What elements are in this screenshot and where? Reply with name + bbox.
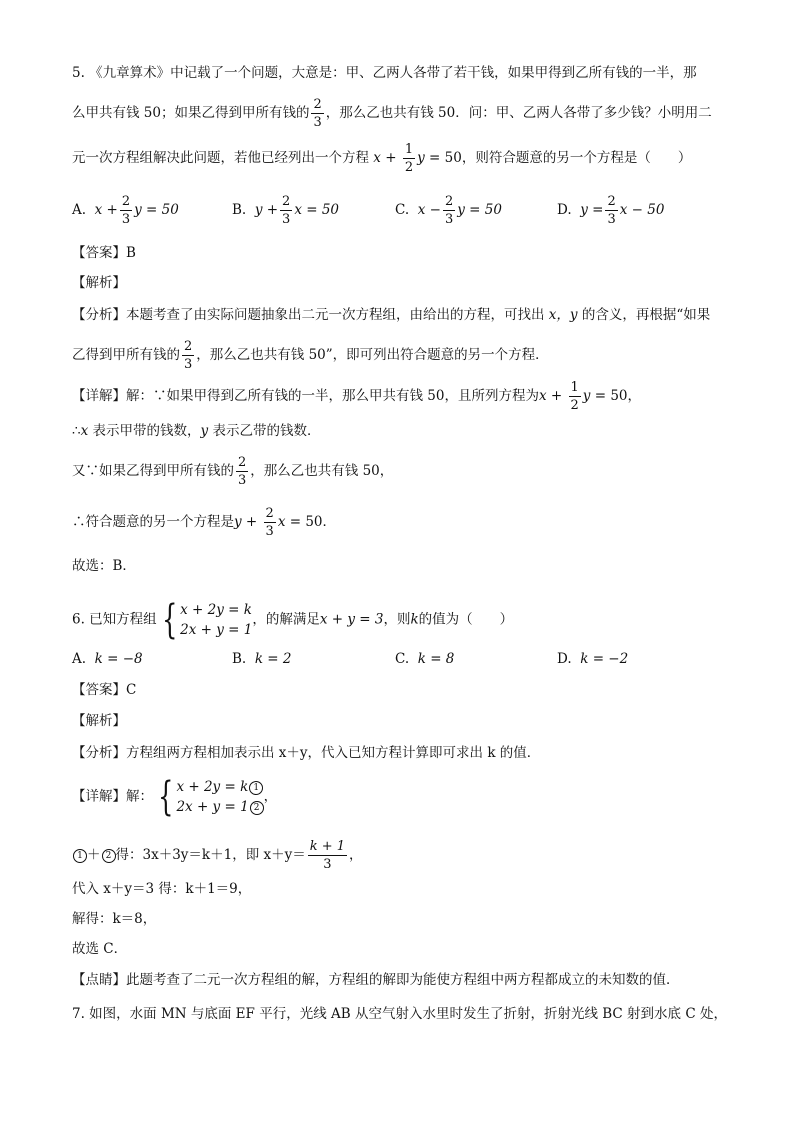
q5-analysis-2: 乙得到甲所有钱的 $\frac{2}{3}$ ，那么乙也共有钱 50”，即可列出符合题意的另一个方程． bbox=[72, 339, 549, 372]
q7-line-1: 7. 如图，水面 MN 与底面 EF 平行，光线 AB 从空气射入水里时发生了折射，折射光线 BC 射到水底 C 处， bbox=[72, 1006, 727, 1022]
q6-detail-sum: 1 ＋ 2 得：3x＋3y＝k＋1，即 x＋y＝ $\frac{k + 1}{3}$ ， bbox=[72, 840, 754, 871]
q5-line-2: 么甲共有钱 50；如果乙得到甲所有钱的 $\frac{2}{3}$ ，那么乙也共有钱 50．问：甲、乙两人各带了多少钱？小明用二 bbox=[72, 97, 712, 130]
q5-choice: 故选：B． bbox=[72, 558, 136, 574]
q5-option-a: A. x + $\frac{2}{3}$ y = 50 bbox=[72, 194, 179, 227]
q6-option-d: D. k = −2 bbox=[557, 651, 629, 667]
q5-detail-3: 又∵如果乙得到甲所有钱的 $\frac{2}{3}$ ，那么乙也共有钱 50， bbox=[72, 455, 394, 488]
q6-option-b: B. k = 2 bbox=[232, 651, 292, 667]
q6-analysis: 【分析】方程组两方程相加表示出 x＋y，代入已知方程计算即可求出 k 的值． bbox=[72, 745, 541, 761]
q6-detail-system: 【详解】解： { x + 2y = k 1 2x + y = 1 2 ， bbox=[72, 774, 278, 820]
q6-detail-solve: 解得：k＝8， bbox=[72, 911, 157, 927]
q5-line-3: 元一次方程组解决此问题，若他已经列出一个方程 x + $\frac{1}{2}$ y = 50，则符合题意的另一个方程是（ ） bbox=[72, 142, 692, 175]
q5-option-b: B. y + $\frac{2}{3}$ x = 50 bbox=[232, 194, 340, 227]
q5-detail-4: ∴符合题意的另一个方程是y + $\frac{2}{3}$ x = 50． bbox=[72, 506, 337, 539]
fraction-two-thirds: $\frac{2}{3}$ bbox=[313, 97, 322, 130]
q6-stem: 6. 已知方程组 { x + 2y = k 2x + y = 1 ，的解满足x + y = 3，则k的值为（ ） bbox=[72, 597, 514, 643]
q5-option-c: C. x − $\frac{2}{3}$ y = 50 bbox=[395, 194, 502, 227]
q5-detail-1: 【详解】解：∵如果甲得到乙所有钱的一半，那么甲共有钱 50，且所列方程为x + $\frac{1}{2}$ y = 50， bbox=[72, 380, 641, 413]
q6-option-a: A. k = −8 bbox=[72, 651, 143, 667]
q5-analysis-1: 【分析】本题考查了由实际问题抽象出二元一次方程组，由给出的方程，可找出 x，y 的含义，再根据“如果 bbox=[72, 307, 711, 323]
q5-answer: 【答案】B bbox=[72, 245, 136, 261]
q5-jiexi: 【解析】 bbox=[72, 275, 126, 291]
q6-answer: 【答案】C bbox=[72, 682, 137, 698]
q5-line-1: 5. 《九章算术》中记载了一个问题，大意是：甲、乙两人各带了若干钱，如果甲得到乙所有钱的一半，那 bbox=[72, 65, 697, 81]
q6-detail-substitute: 代入 x＋y＝3 得：k＋1＝9， bbox=[72, 881, 252, 897]
given-equation: x + $\frac{1}{2}$ y = 50 bbox=[373, 142, 462, 175]
q6-comment: 【点睛】此题考查了二元一次方程组的解，方程组的解即为能使方程组中两方程都成立的未知数的值． bbox=[72, 972, 680, 988]
q6-choice: 故选 C． bbox=[72, 941, 128, 957]
q6-jiexi: 【解析】 bbox=[72, 713, 126, 729]
equation-system: { x + 2y = k 2x + y = 1 bbox=[161, 597, 253, 643]
q5-option-d: D. y = $\frac{2}{3}$ x − 50 bbox=[557, 194, 665, 227]
q5-detail-2: ∴x 表示甲带的钱数，y 表示乙带的钱数． bbox=[72, 423, 321, 439]
q6-option-c: C. k = 8 bbox=[395, 651, 455, 667]
